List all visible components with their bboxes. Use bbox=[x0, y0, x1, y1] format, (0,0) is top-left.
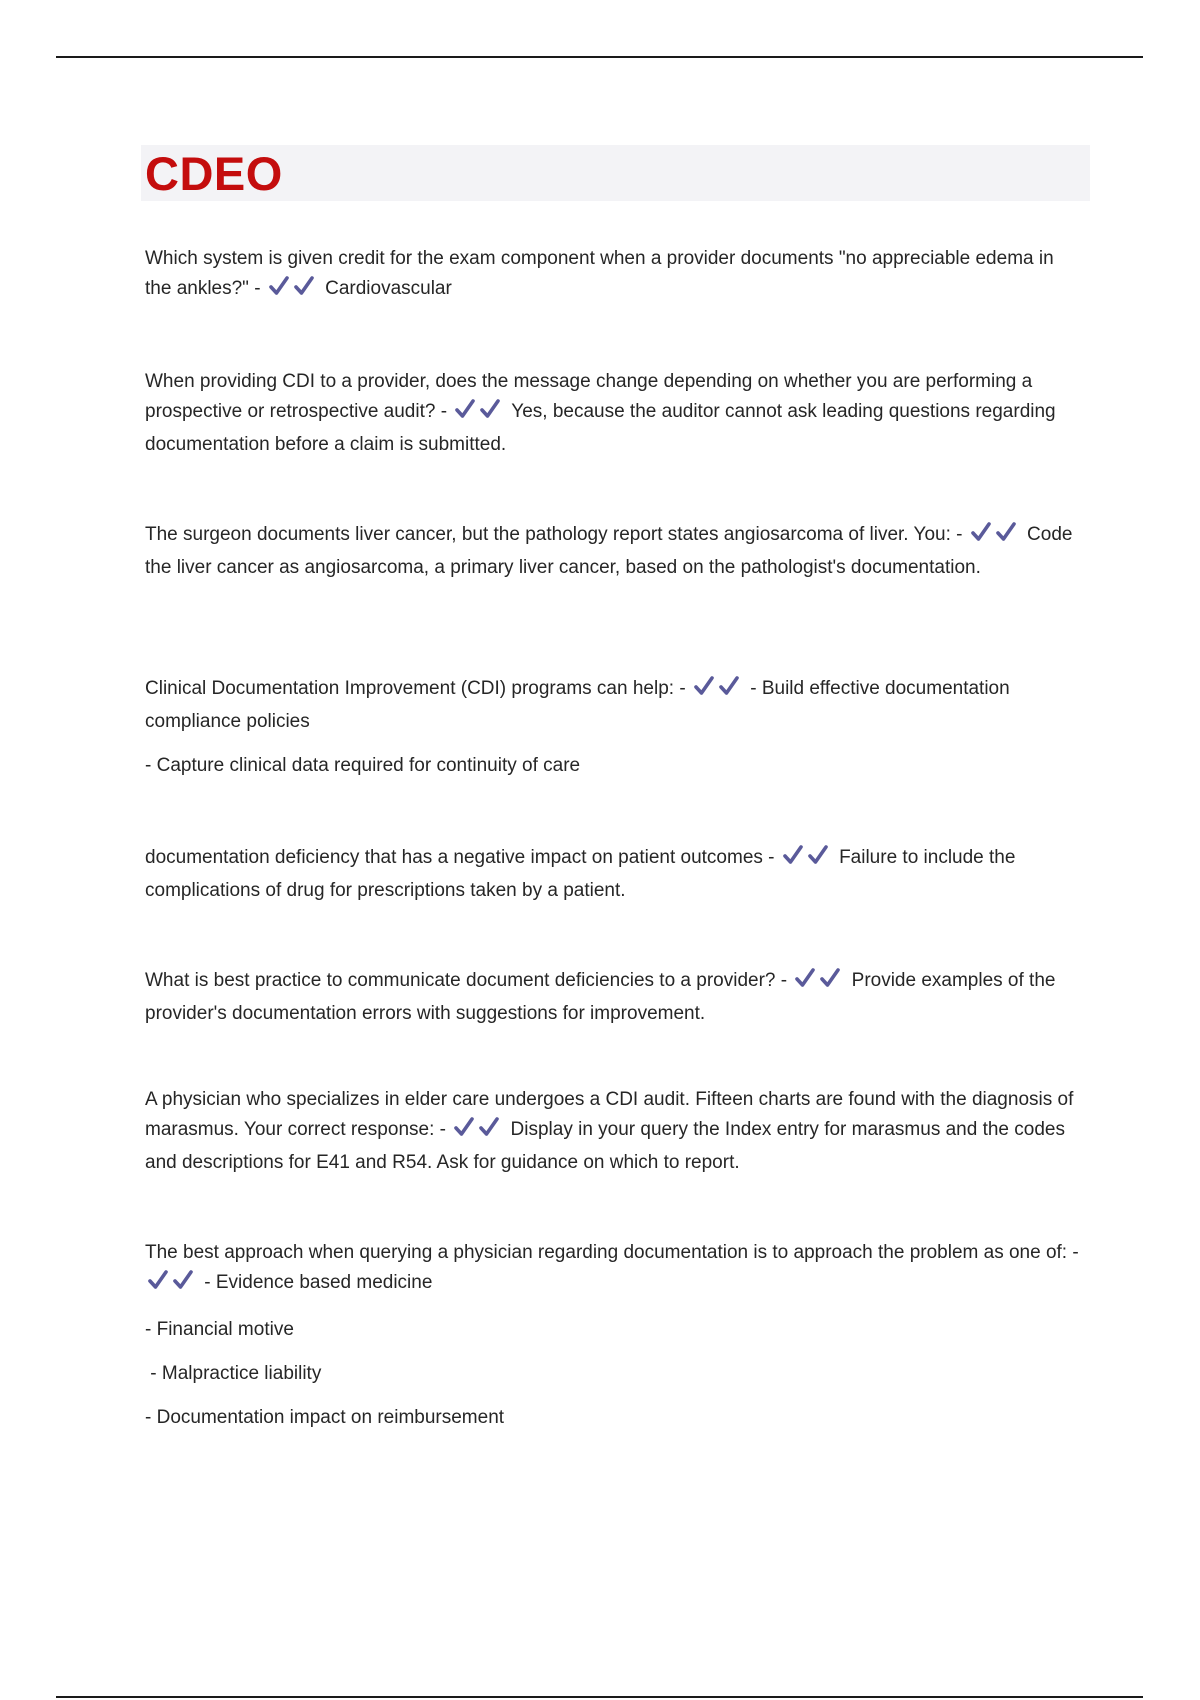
double-check-icon bbox=[794, 967, 844, 999]
double-check-icon bbox=[782, 844, 832, 876]
double-check-icon bbox=[268, 275, 318, 307]
qa-text bbox=[145, 843, 1085, 906]
answer-extra-line: - Capture clinical data required for continuity of care bbox=[145, 755, 581, 776]
document-title: CDEO bbox=[145, 147, 283, 200]
double-check-icon bbox=[454, 398, 504, 430]
answer-extra-line: - Documentation impact on reimbursement bbox=[145, 1407, 505, 1428]
question-text: When providing CDI to a provider, does the message change depending on whether you are performing a prospective or retrospective audit? - bbox=[145, 371, 1033, 422]
qa-text bbox=[145, 244, 1085, 307]
bottom-rule bbox=[56, 1696, 1143, 1698]
question-text: What is best practice to communicate document deficiencies to a provider? - bbox=[145, 970, 788, 991]
question-text: documentation deficiency that has a negative impact on patient outcomes - bbox=[145, 847, 775, 868]
qa-item bbox=[145, 843, 1085, 906]
qa-item bbox=[145, 674, 1085, 781]
qa-item bbox=[145, 367, 1085, 460]
question-text: Which system is given credit for the exam component when a provider documents "no appreciable edema in the ankles?" - bbox=[145, 248, 1054, 299]
qa-text bbox=[145, 367, 1085, 460]
answer-text: Failure to include the complications of drug for prescriptions taken by a patient. bbox=[145, 847, 1016, 901]
qa-item bbox=[145, 1085, 1085, 1178]
question-text: The surgeon documents liver cancer, but the pathology report states angiosarcoma of liver. You: - bbox=[145, 524, 963, 545]
answer-text: Provide examples of the provider's documentation errors with suggestions for improvement. bbox=[145, 970, 1056, 1024]
answer-extra-line: - Financial motive bbox=[145, 1319, 294, 1340]
answer-extra-line: - Malpractice liability bbox=[145, 1363, 322, 1384]
qa-text bbox=[145, 966, 1085, 1029]
double-check-icon bbox=[453, 1116, 503, 1148]
question-text: A physician who specializes in elder care undergoes a CDI audit. Fifteen charts are found with the diagnosis of marasmus. Your correct response: - bbox=[145, 1089, 1074, 1140]
qa-item bbox=[145, 520, 1085, 583]
answer-text: Display in your query the Index entry for marasmus and the codes and descriptions for E41 and R54. Ask for guidance on which to report. bbox=[145, 1119, 1065, 1173]
double-check-icon bbox=[693, 675, 743, 707]
qa-item bbox=[145, 966, 1085, 1029]
qa-text bbox=[145, 520, 1085, 583]
question-text: Clinical Documentation Improvement (CDI) programs can help: - bbox=[145, 678, 686, 699]
answer-text: Yes, because the auditor cannot ask leading questions regarding documentation before a claim is submitted. bbox=[145, 401, 1056, 455]
qa-text bbox=[145, 1085, 1085, 1178]
qa-item bbox=[145, 244, 1085, 307]
answer-text: - Build effective documentation compliance policies bbox=[145, 678, 1010, 732]
qa-text bbox=[145, 1238, 1085, 1301]
answer-text: Code the liver cancer as angiosarcoma, a primary liver cancer, based on the pathologist's documentation. bbox=[145, 524, 1073, 578]
double-check-icon bbox=[970, 521, 1020, 553]
answer-text: - Evidence based medicine bbox=[204, 1272, 433, 1293]
top-rule bbox=[56, 56, 1143, 58]
question-text: The best approach when querying a physician regarding documentation is to approach the problem as one of: - bbox=[145, 1242, 1079, 1263]
double-check-icon bbox=[147, 1269, 197, 1301]
qa-item bbox=[145, 1238, 1085, 1433]
title-band bbox=[141, 145, 1090, 201]
answer-text: Cardiovascular bbox=[325, 278, 452, 299]
qa-text bbox=[145, 674, 1085, 737]
